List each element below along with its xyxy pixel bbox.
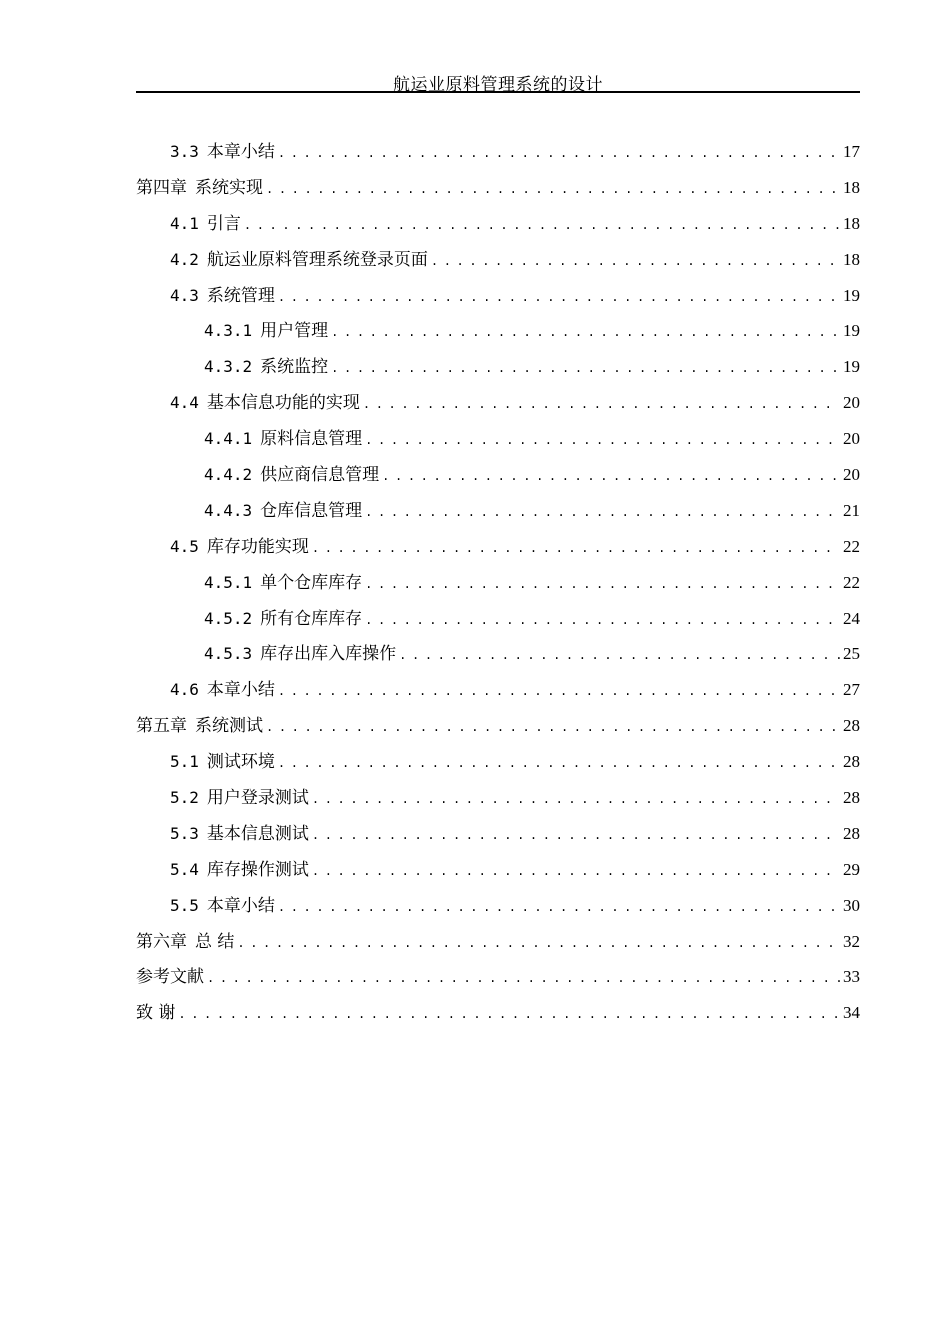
toc-entry[interactable]	[136, 137, 860, 173]
toc-entry[interactable]	[136, 173, 860, 209]
toc-entry-title: 系统管理	[206, 285, 275, 306]
toc-entry[interactable]	[136, 388, 860, 424]
toc-entry-label	[204, 604, 362, 629]
toc-page-number: 30	[843, 895, 860, 915]
toc-dot-leader	[431, 254, 840, 268]
toc-entry-title: 库存操作测试	[206, 859, 309, 880]
toc-entry-number: 4.4.3	[204, 500, 253, 520]
toc-entry-label	[170, 819, 309, 844]
toc-dot-leader	[382, 469, 840, 483]
toc-dot-leader	[312, 792, 840, 806]
toc-entry[interactable]	[136, 891, 860, 927]
toc-entry-number: 4.3.2	[204, 357, 253, 377]
toc-page-number: 34	[843, 1003, 860, 1023]
toc-dot-leader	[365, 505, 840, 519]
toc-entry[interactable]	[136, 424, 860, 460]
toc-entry-number: 第四章	[136, 177, 187, 198]
toc-page-number: 20	[843, 465, 860, 485]
toc-page-number: 18	[843, 213, 860, 233]
toc-entry-title: 所有仓库库存	[260, 608, 363, 629]
toc-dot-leader	[207, 971, 840, 985]
toc-entry-title: 本章小结	[206, 680, 275, 701]
toc-dot-leader	[399, 648, 840, 662]
toc-page-number: 24	[843, 608, 860, 628]
toc-dot-leader	[244, 218, 840, 232]
toc-dot-leader	[278, 756, 840, 770]
toc-entry[interactable]	[136, 532, 860, 568]
toc-entry-number: 第六章	[136, 931, 187, 952]
toc-entry[interactable]	[136, 711, 860, 747]
toc-entry-label	[170, 209, 241, 234]
toc-dot-leader	[278, 290, 840, 304]
toc-entry[interactable]	[136, 783, 860, 819]
toc-entry[interactable]	[136, 819, 860, 855]
toc-entry-title: 基本信息功能的实现	[206, 393, 360, 414]
toc-entry[interactable]	[136, 855, 860, 891]
table-of-contents	[136, 137, 860, 1034]
toc-page-number: 19	[843, 285, 860, 305]
toc-page-number: 33	[843, 967, 860, 987]
toc-dot-leader	[365, 577, 840, 591]
toc-entry[interactable]	[136, 281, 860, 317]
toc-entry[interactable]	[136, 998, 860, 1034]
toc-entry-title: 单个仓库库存	[260, 572, 363, 593]
toc-page-number: 18	[843, 249, 860, 269]
toc-entry-label	[204, 316, 328, 341]
toc-entry-label	[170, 747, 275, 772]
toc-page-number: 28	[843, 823, 860, 843]
toc-entry-label	[136, 173, 263, 198]
toc-entry-number: 4.4	[170, 393, 199, 413]
toc-entry-label	[204, 496, 362, 521]
toc-entry-number: 5.1	[170, 752, 199, 772]
toc-entry[interactable]	[136, 604, 860, 640]
toc-entry-title: 用户登录测试	[206, 788, 309, 809]
toc-page-number: 20	[843, 393, 860, 413]
toc-page-number: 25	[843, 644, 860, 664]
toc-entry-label	[170, 137, 275, 162]
toc-page-number: 20	[843, 429, 860, 449]
toc-entry-number: 4.6	[170, 680, 199, 700]
toc-entry-number: 4.4.1	[204, 429, 253, 449]
toc-entry[interactable]	[136, 747, 860, 783]
toc-entry-title: 供应商信息管理	[260, 465, 380, 486]
toc-entry-title: 原料信息管理	[260, 429, 363, 450]
toc-entry-label	[170, 281, 275, 306]
toc-page-number: 17	[843, 142, 860, 161]
toc-entry-title: 航运业原料管理系统登录页面	[206, 249, 428, 270]
toc-page-number: 21	[843, 500, 860, 520]
toc-entry-title: 测试环境	[206, 752, 275, 773]
toc-entry[interactable]	[136, 209, 860, 245]
toc-page-number: 22	[843, 536, 860, 556]
toc-entry-number: 5.5	[170, 895, 199, 915]
toc-entry[interactable]	[136, 962, 860, 998]
toc-entry-label	[170, 891, 275, 916]
toc-dot-leader	[312, 541, 840, 555]
toc-entry-title: 本章小结	[206, 895, 275, 916]
toc-dot-leader	[365, 433, 840, 447]
toc-entry-title: 用户管理	[260, 321, 329, 342]
toc-entry-number: 5.2	[170, 788, 199, 808]
toc-page-number: 28	[843, 788, 860, 808]
toc-entry[interactable]	[136, 460, 860, 496]
toc-page-number: 28	[843, 752, 860, 772]
toc-dot-leader	[278, 684, 840, 698]
toc-entry-label	[170, 783, 309, 808]
toc-page-number: 19	[843, 321, 860, 341]
toc-entry-label	[170, 245, 428, 270]
toc-entry-number: 5.3	[170, 823, 199, 843]
toc-entry-title: 致 谢	[136, 1003, 176, 1024]
toc-dot-leader	[312, 864, 840, 878]
toc-entry-number: 4.4.2	[204, 465, 253, 485]
toc-entry-label	[136, 711, 263, 736]
toc-entry-number: 5.4	[170, 859, 199, 879]
toc-entry-label	[136, 998, 175, 1023]
toc-entry-label	[204, 639, 396, 664]
running-header-title: 航运业原料管理系统的设计	[393, 75, 603, 95]
toc-entry-label	[170, 388, 360, 413]
toc-entry-title: 仓库信息管理	[260, 500, 363, 521]
toc-entry-number: 3.3	[170, 142, 199, 161]
toc-entry-title: 本章小结	[206, 142, 275, 162]
toc-entry[interactable]	[136, 352, 860, 388]
toc-entry[interactable]	[136, 568, 860, 604]
toc-page-number: 29	[843, 859, 860, 879]
toc-entry-title: 系统实现	[195, 177, 263, 198]
toc-page-number: 28	[843, 716, 860, 736]
toc-entry-number: 第五章	[136, 716, 187, 737]
toc-entry-number: 4.3	[170, 285, 199, 305]
toc-dot-leader	[363, 397, 840, 411]
toc-entry-title: 库存功能实现	[206, 536, 309, 557]
toc-entry[interactable]	[136, 675, 860, 711]
toc-entry-label	[170, 675, 275, 700]
toc-entry-label	[170, 855, 309, 880]
toc-entry-number: 4.3.1	[204, 321, 253, 341]
toc-entry-title: 基本信息测试	[206, 823, 309, 844]
toc-entry-title: 系统监控	[260, 357, 329, 378]
toc-dot-leader	[278, 900, 840, 914]
toc-entry-label	[170, 532, 309, 557]
toc-dot-leader	[331, 325, 840, 339]
toc-dot-leader	[237, 936, 840, 950]
toc-entry-number: 4.2	[170, 249, 199, 269]
toc-entry-number: 4.5.1	[204, 572, 253, 592]
toc-entry-number: 4.5	[170, 536, 199, 556]
toc-dot-leader	[266, 182, 840, 196]
toc-dot-leader	[178, 1007, 840, 1021]
toc-entry[interactable]	[136, 496, 860, 532]
toc-page-number: 27	[843, 680, 860, 700]
toc-dot-leader	[266, 720, 840, 734]
header-divider	[136, 91, 860, 93]
toc-entry-title: 引言	[206, 213, 241, 234]
toc-entry-number: 4.1	[170, 213, 199, 233]
toc-entry-label	[204, 424, 362, 449]
toc-entry-title: 库存出库入库操作	[260, 644, 397, 665]
toc-entry-number: 4.5.3	[204, 644, 253, 664]
toc-entry-title: 系统测试	[195, 716, 263, 737]
toc-dot-leader	[331, 361, 840, 375]
toc-entry-label	[136, 927, 234, 952]
toc-entry-number: 4.5.2	[204, 608, 253, 628]
toc-entry-label	[204, 460, 379, 485]
toc-page-number: 32	[843, 931, 860, 951]
toc-entry[interactable]	[136, 927, 860, 963]
toc-entry-label	[204, 568, 362, 593]
toc-entry[interactable]	[136, 639, 860, 675]
toc-entry-title: 总 结	[195, 931, 235, 952]
toc-dot-leader	[312, 828, 840, 842]
toc-page-number: 18	[843, 177, 860, 197]
toc-entry-label	[204, 352, 328, 377]
toc-entry-label	[136, 962, 204, 987]
toc-dot-leader	[365, 613, 840, 627]
toc-entry[interactable]	[136, 245, 860, 281]
toc-entry-title: 参考文献	[136, 967, 204, 988]
toc-entry[interactable]	[136, 316, 860, 352]
toc-page-number: 19	[843, 357, 860, 377]
toc-dot-leader	[278, 146, 840, 160]
toc-page-number: 22	[843, 572, 860, 592]
